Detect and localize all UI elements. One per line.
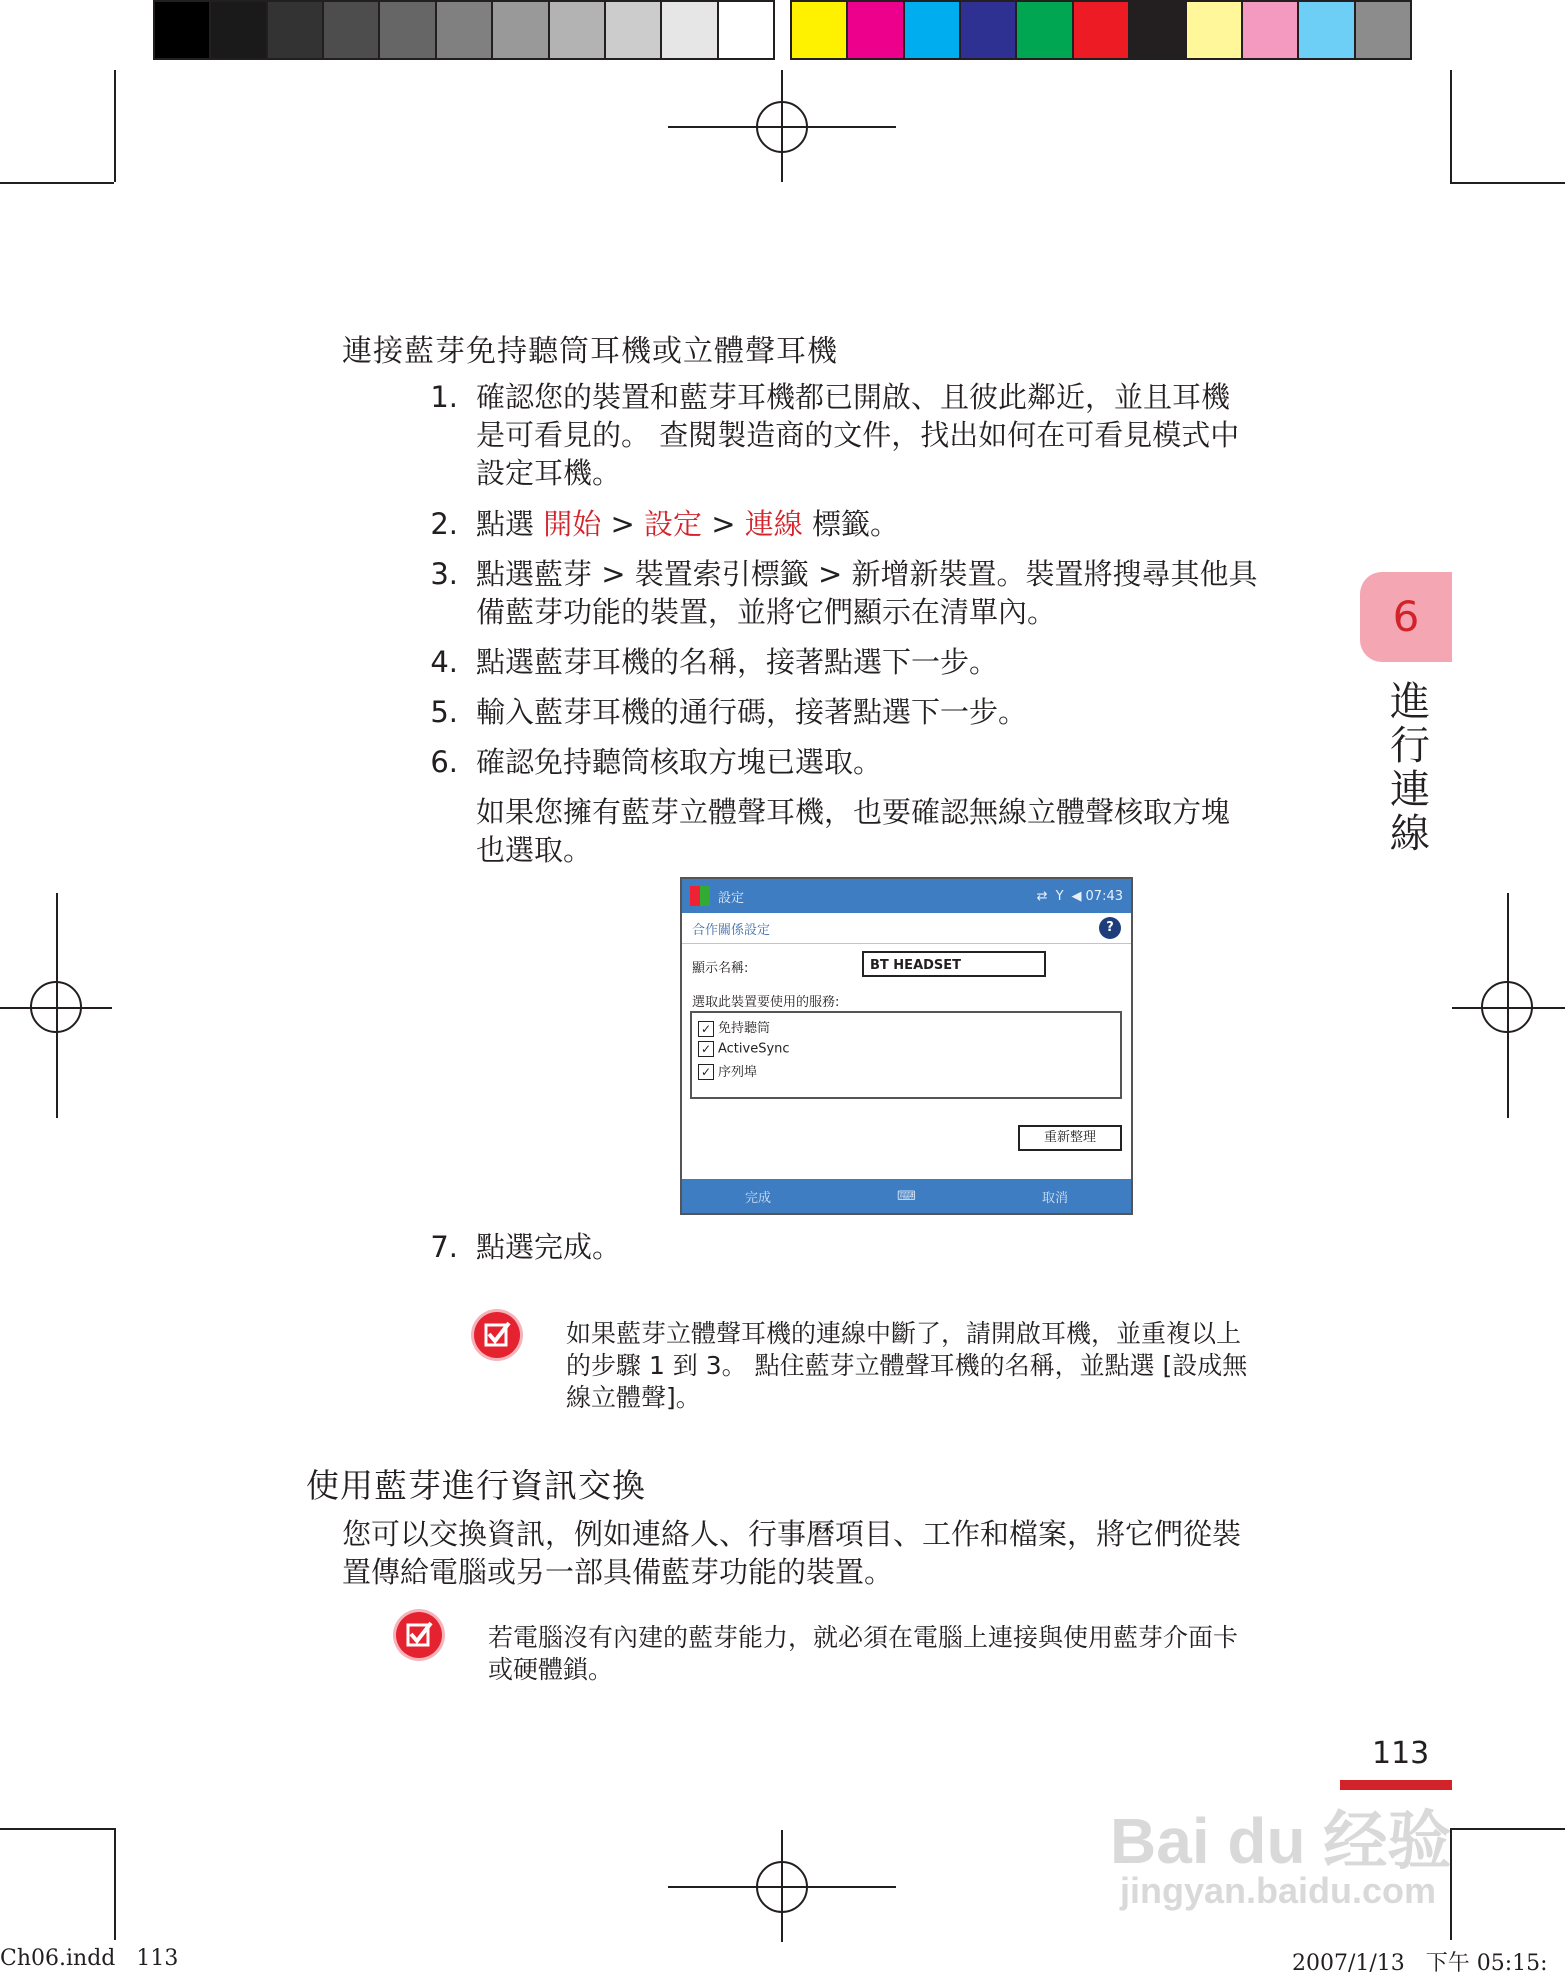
screenshot-subtitle-bar <box>682 913 1131 944</box>
softkey-bar <box>682 1179 1131 1213</box>
step-text: 確認免持聽筒核取方塊已選取。 <box>476 745 883 779</box>
note-line: 若電腦沒有內建的藍芽能力，就必須在電腦上連接與使用藍芽介面卡 <box>488 1623 1239 1652</box>
color-swatch <box>961 2 1017 58</box>
separator: > <box>610 507 635 541</box>
softkey-right: 取消 <box>1041 1190 1068 1206</box>
color-swatch <box>380 2 436 58</box>
step-text: 設定耳機。 <box>476 456 622 490</box>
step-3 <box>426 555 1326 631</box>
step-text: 點選藍芽耳機的名稱，接著點選下一步。 <box>476 645 999 679</box>
step-5 <box>426 693 1326 731</box>
crop-mark <box>114 70 116 182</box>
step-text: 標籤。 <box>812 507 900 541</box>
color-swatch <box>550 2 606 58</box>
step-text: 點選完成。 <box>476 1230 622 1264</box>
step-text: 點選藍芽 > 裝置索引標籤 > 新增新裝置。裝置將搜尋其他具 <box>476 557 1258 591</box>
screenshot-title-bar <box>682 879 1131 913</box>
screenshot-title: 設定 <box>718 890 745 906</box>
service-item <box>698 1041 1114 1057</box>
registration-circle <box>756 101 808 153</box>
crop-mark <box>1450 70 1452 182</box>
registration-circle <box>1481 981 1533 1033</box>
color-swatch <box>324 2 380 58</box>
step-number: 7. <box>430 1230 458 1264</box>
services-label: 選取此裝置要使用的服務: <box>692 995 840 1010</box>
crop-mark <box>1450 182 1565 184</box>
registration-circle <box>756 1861 808 1913</box>
note-line: 的步驟 1 到 3。 點住藍芽立體聲耳機的名稱，並點選 [設成無 <box>566 1351 1248 1380</box>
color-swatch <box>792 2 848 58</box>
step-number: 5. <box>430 695 458 729</box>
note-line: 線立體聲]。 <box>566 1383 701 1412</box>
step-number: 3. <box>430 557 458 591</box>
color-swatch <box>606 2 662 58</box>
footer-file-info: Ch06.indd 113 <box>0 1946 179 1971</box>
connectivity-icon: ⇄ <box>1036 888 1048 904</box>
section-heading: 使用藍芽進行資訊交換 <box>306 1466 646 1505</box>
footer-timestamp: 2007/1/13 下午 05:15: <box>1292 1951 1548 1976</box>
color-swatch <box>1187 2 1243 58</box>
color-swatch <box>662 2 718 58</box>
service-item <box>698 1061 1114 1081</box>
separator: > <box>711 507 736 541</box>
step-number: 1. <box>430 380 458 414</box>
service-label: 序列埠 <box>718 1064 758 1080</box>
color-swatch <box>155 2 211 58</box>
windows-flag-icon <box>690 886 710 906</box>
color-swatch <box>1130 2 1186 58</box>
screenshot-subtitle: 合作關係設定 <box>692 922 771 938</box>
service-label: ActiveSync <box>718 1041 790 1056</box>
step-4 <box>426 643 1326 681</box>
device-screenshot <box>680 877 1133 1215</box>
signal-icon: Y <box>1055 888 1064 904</box>
checkbox-checked-icon: ✓ <box>698 1064 714 1080</box>
color-swatch <box>493 2 549 58</box>
body-line: 置傳給電腦或另一部具備藍芽功能的裝置。 <box>342 1555 894 1589</box>
start-menu-link: 開始 <box>543 507 602 541</box>
step-number: 2. <box>430 507 458 541</box>
chapter-title-vertical <box>1380 680 1440 856</box>
color-swatch <box>1356 2 1410 58</box>
refresh-button: 重新整理 <box>1018 1125 1122 1151</box>
step-number: 4. <box>430 645 458 679</box>
checkbox-checked-icon: ✓ <box>698 1041 714 1057</box>
service-label: 免持聽筒 <box>718 1021 771 1036</box>
grayscale-color-bar <box>153 0 775 60</box>
crop-mark <box>0 1828 114 1830</box>
step-1 <box>426 378 1326 492</box>
color-swatch <box>1299 2 1355 58</box>
softkey-left: 完成 <box>745 1190 772 1206</box>
note-text <box>566 1318 1346 1414</box>
chapter-title-char: 連 <box>1390 767 1430 813</box>
color-swatch <box>437 2 493 58</box>
crop-mark <box>114 1828 116 1940</box>
step-text: 也選取。 <box>476 833 593 867</box>
services-list <box>690 1011 1122 1099</box>
step-text: 輸入藍芽耳機的通行碼，接著點選下一步。 <box>476 695 1028 729</box>
checkbox-checked-icon: ✓ <box>698 1021 714 1037</box>
page-number-rule <box>1340 1780 1452 1790</box>
color-swatch <box>719 2 773 58</box>
registration-circle <box>30 981 82 1033</box>
settings-link: 設定 <box>644 507 703 541</box>
body-line: 您可以交換資訊，例如連絡人、行事曆項目、工作和檔案，將它們從裝 <box>342 1517 1242 1551</box>
step-2 <box>426 505 1326 543</box>
section-body <box>342 1515 1342 1591</box>
color-swatch <box>1074 2 1130 58</box>
chapter-title-char: 行 <box>1390 723 1430 769</box>
step-6-detail <box>476 793 1336 869</box>
note-line: 如果藍芽立體聲耳機的連線中斷了，請開啟耳機，並重複以上 <box>566 1319 1242 1348</box>
volume-icon: ◀ <box>1071 888 1082 904</box>
step-text: 如果您擁有藍芽立體聲耳機，也要確認無線立體聲核取方塊 <box>476 795 1231 829</box>
step-text: 是可看見的。 查閱製造商的文件，找出如何在可看見模式中 <box>476 418 1240 452</box>
note-line: 或硬體鎖。 <box>488 1655 614 1684</box>
color-swatch <box>905 2 961 58</box>
step-6 <box>426 743 1326 781</box>
step-text: 確認您的裝置和藍芽耳機都已開啟、且彼此鄰近，並且耳機 <box>476 380 1231 414</box>
help-icon: ? <box>1099 917 1121 939</box>
connections-link: 連線 <box>744 507 803 541</box>
color-swatch <box>1017 2 1073 58</box>
crop-mark <box>1450 1828 1565 1830</box>
section-heading: 連接藍芽免持聽筒耳機或立體聲耳機 <box>342 334 838 369</box>
service-item <box>698 1017 1114 1037</box>
process-color-bar <box>790 0 1412 60</box>
color-swatch <box>211 2 267 58</box>
step-7 <box>426 1228 1326 1266</box>
note-text <box>488 1622 1348 1686</box>
color-swatch <box>1243 2 1299 58</box>
step-number: 6. <box>430 745 458 779</box>
watermark-url: jingyan.baidu.com <box>1120 1870 1437 1911</box>
clock-time: 07:43 <box>1085 888 1123 904</box>
page-number: 113 <box>1372 1736 1430 1771</box>
step-text: 備藍芽功能的裝置，並將它們顯示在清單內。 <box>476 595 1057 629</box>
chapter-title-char: 線 <box>1390 811 1430 857</box>
note-check-icon <box>396 1612 442 1658</box>
watermark-logo: Bai du 经验 <box>1110 1805 1452 1877</box>
chapter-title-char: 進 <box>1390 679 1430 725</box>
color-swatch <box>268 2 324 58</box>
color-swatch <box>848 2 904 58</box>
display-name-label: 顯示名稱: <box>692 961 749 976</box>
display-name-field: BT HEADSET <box>862 951 1046 977</box>
step-text: 點選 <box>476 507 535 541</box>
note-check-icon <box>474 1312 520 1358</box>
crop-mark <box>0 182 114 184</box>
chapter-number-tab: 6 <box>1360 572 1452 662</box>
keyboard-icon: ⌨ <box>897 1188 916 1204</box>
